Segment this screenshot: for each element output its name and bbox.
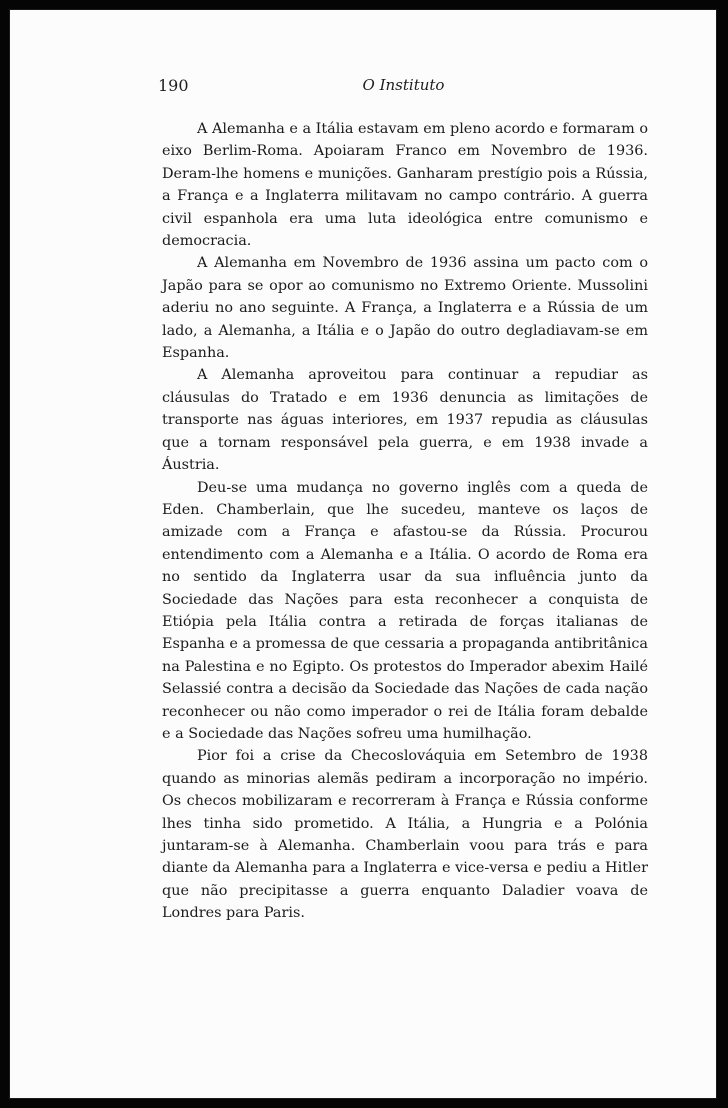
paragraph-4: Deu-se uma mudança no governo inglês com a queda de Eden. Chamberlain, que lhe sucedeu, manteve os laços de amizade com a França e afastou-se da Rússia. Procurou entendimento com a Alemanha e a Itália. O acordo de Roma era no sentido da Inglaterra usar da sua influência junto da Sociedade das Nações para esta reconhecer a conquista de Etiópia pela Itália contra a retirada de forças italianas de Espanha e a promessa de que cessaria a propaganda antibritânica na Palestina e no Egipto. Os protestos do Imperador abexim Hailé Selassié contra a decisão da Sociedade das Nações de cada nação reconhecer ou não como imperador o rei de Itália foram debalde e a Sociedade das Nações sofreu uma humilhação. xyxy=(162,479,648,742)
running-title: O Instituto xyxy=(362,76,445,94)
paragraph-1: A Alemanha e a Itália estavam em pleno acordo e formaram o eixo Berlim-Roma. Apoiaram Franco em Novembro de 1936. Deram-lhe homens e munições. Ganharam prestígio pois a Rússia, a França e a Inglaterra militavam no campo contrário. A guerra civil espanhola era uma luta ideológica entre comunismo e democracia. xyxy=(162,121,648,250)
paragraph-2: A Alemanha em Novembro de 1936 assina um pacto com o Japão para se opor ao comunismo no Extremo Oriente. Mussolini aderiu no ano seguinte. A França, a Inglaterra e a Rússia de um lado, a Alemanha, a Itália e o Japão do outro degladiavam-se em Espanha. xyxy=(162,255,648,362)
paragraph-5: Pior foi a crise da Checoslováquia em Setembro de 1938 quando as minorias alemãs pediram a incorporação no império. Os checos mobilizaram e recorreram à França e Rússia conforme lhes tinha sido prometido. A Itália, a Hungria e a Polónia juntaram-se à Alemanha. Chamberlain voou para trás e para diante da Alemanha para a Inglaterra e vice-versa e pediu a Hitler que não precipitasse a guerra enquanto Daladier voava de Londres para Paris. xyxy=(162,748,648,922)
book-page xyxy=(9,9,717,1099)
paragraph-3: A Alemanha aproveitou para continuar a repudiar as cláusulas do Tratado e em 1936 denuncia as limitações de transporte nas águas interiores, em 1937 repudia as cláusulas que a tornam responsável pela guerra, e em 1938 invade a Áustria. xyxy=(162,367,648,474)
body-text xyxy=(162,118,648,925)
page-header xyxy=(158,76,649,104)
page-number: 190 xyxy=(158,76,189,95)
